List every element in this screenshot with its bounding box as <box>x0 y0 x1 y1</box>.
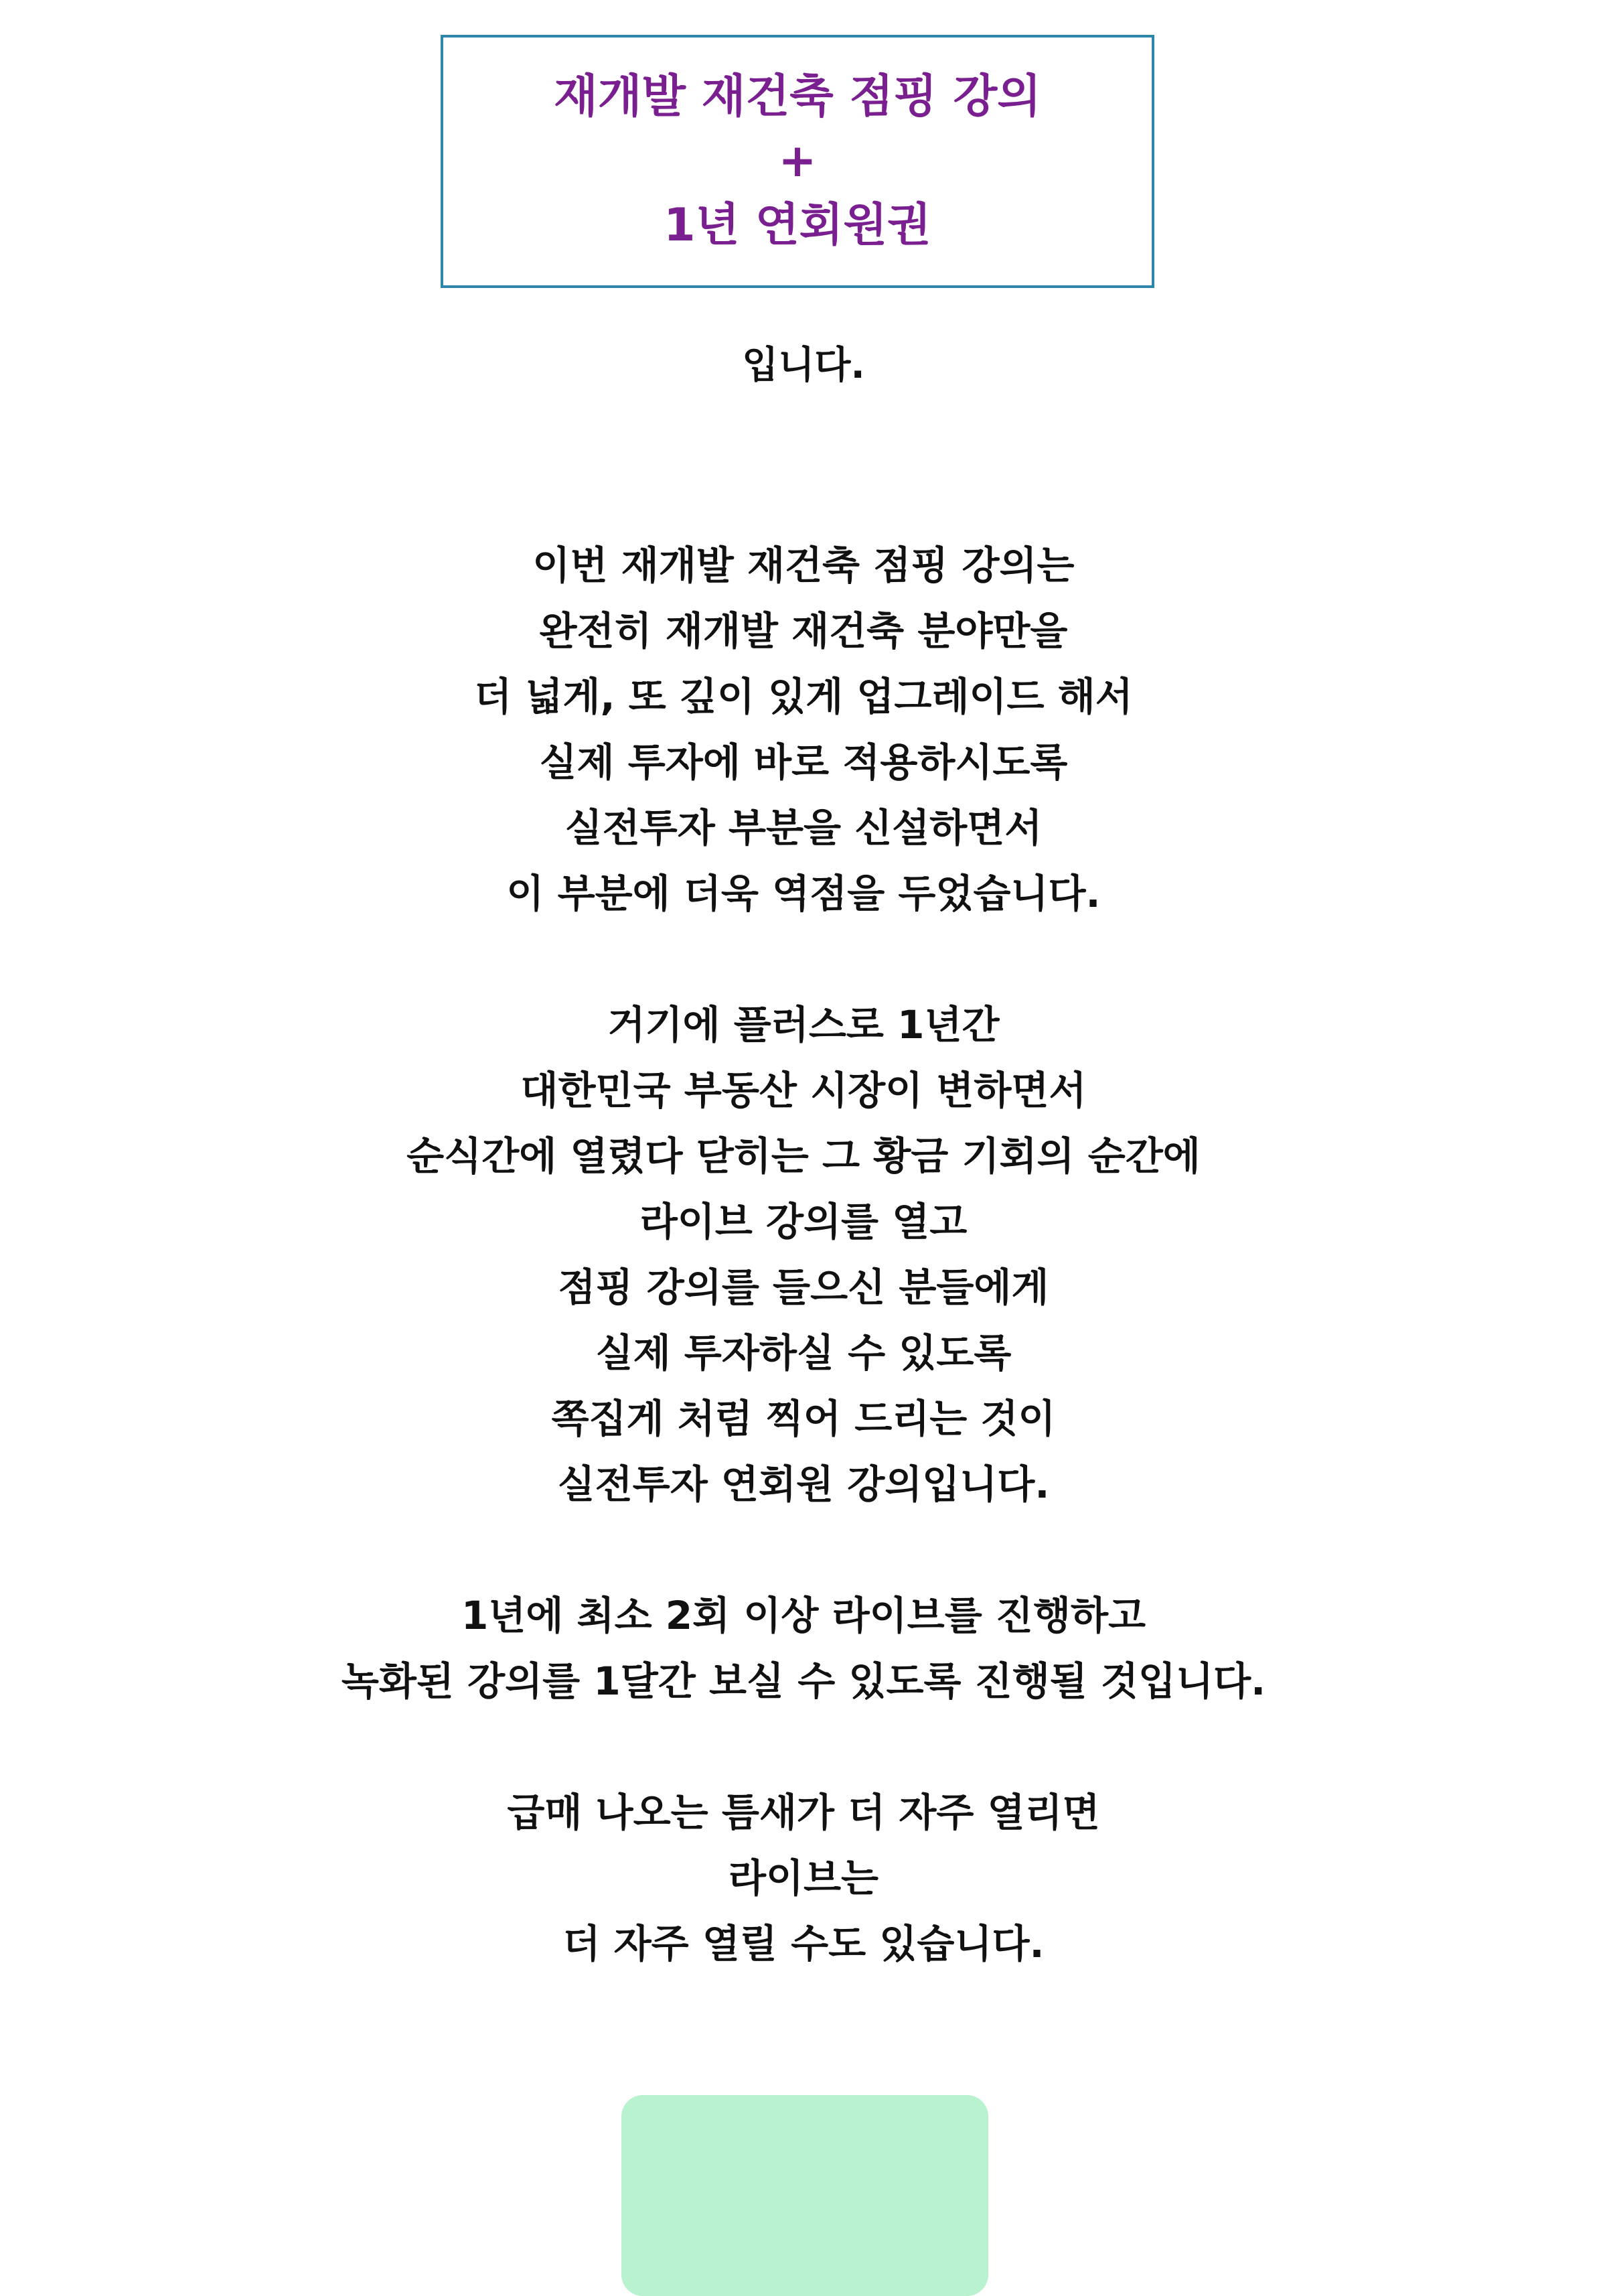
paragraph-line: 라이브는 <box>728 1855 879 1901</box>
title-plus: + <box>778 135 817 188</box>
paragraph-line: 더 자주 열릴 수도 있습니다. <box>562 1921 1045 1966</box>
paragraph-line: 실전투자 연회원 강의입니다. <box>557 1461 1050 1507</box>
paragraph-line: 이 부분에 더욱 역점을 두었습니다. <box>506 871 1101 916</box>
paragraph-line: 급매 나오는 틈새가 더 자주 열리면 <box>507 1790 1100 1835</box>
paragraph-line: 실제 투자에 바로 적용하시도록 <box>539 739 1068 785</box>
paragraph-line: 점핑 강의를 들으신 분들에게 <box>558 1265 1049 1310</box>
paragraph-line: 실제 투자하실 수 있도록 <box>595 1330 1012 1376</box>
cta-button[interactable] <box>621 2095 988 2296</box>
title-line-1: 재개발 재건축 점핑 강의 <box>554 70 1041 123</box>
paragraph-line: 라이브 강의를 열고 <box>639 1199 968 1244</box>
paragraph-line: 쪽집게 처럼 찍어 드리는 것이 <box>551 1396 1056 1441</box>
paragraph-2 <box>0 992 1607 1517</box>
paragraph-line: 순식간에 열렸다 닫히는 그 황금 기회의 순간에 <box>406 1133 1201 1179</box>
paragraph-line: 완전히 재개발 재건축 분야만을 <box>539 608 1068 654</box>
after-title-text: 입니다. <box>742 344 865 387</box>
title-box <box>441 35 1154 288</box>
paragraph-line: 실전투자 부분을 신설하면서 <box>564 805 1043 851</box>
paragraph-line: 더 넓게, 또 깊이 있게 업그레이드 해서 <box>474 674 1133 719</box>
paragraph-4 <box>0 1780 1607 1977</box>
paragraph-1 <box>0 532 1607 926</box>
title-line-2: 1년 연회원권 <box>664 199 931 252</box>
paragraph-line: 녹화된 강의를 1달간 보실 수 있도록 진행될 것입니다. <box>341 1658 1266 1704</box>
body-text <box>0 532 1607 2042</box>
paragraph-line: 1년에 최소 2회 이상 라이브를 진행하고 <box>461 1593 1146 1638</box>
paragraph-line: 대한민국 부동산 시장이 변하면서 <box>520 1068 1087 1113</box>
paragraph-line: 거기에 플러스로 1년간 <box>607 1002 1000 1048</box>
paragraph-3 <box>0 1583 1607 1714</box>
paragraph-line: 이번 재개발 재건축 점핑 강의는 <box>532 543 1075 588</box>
